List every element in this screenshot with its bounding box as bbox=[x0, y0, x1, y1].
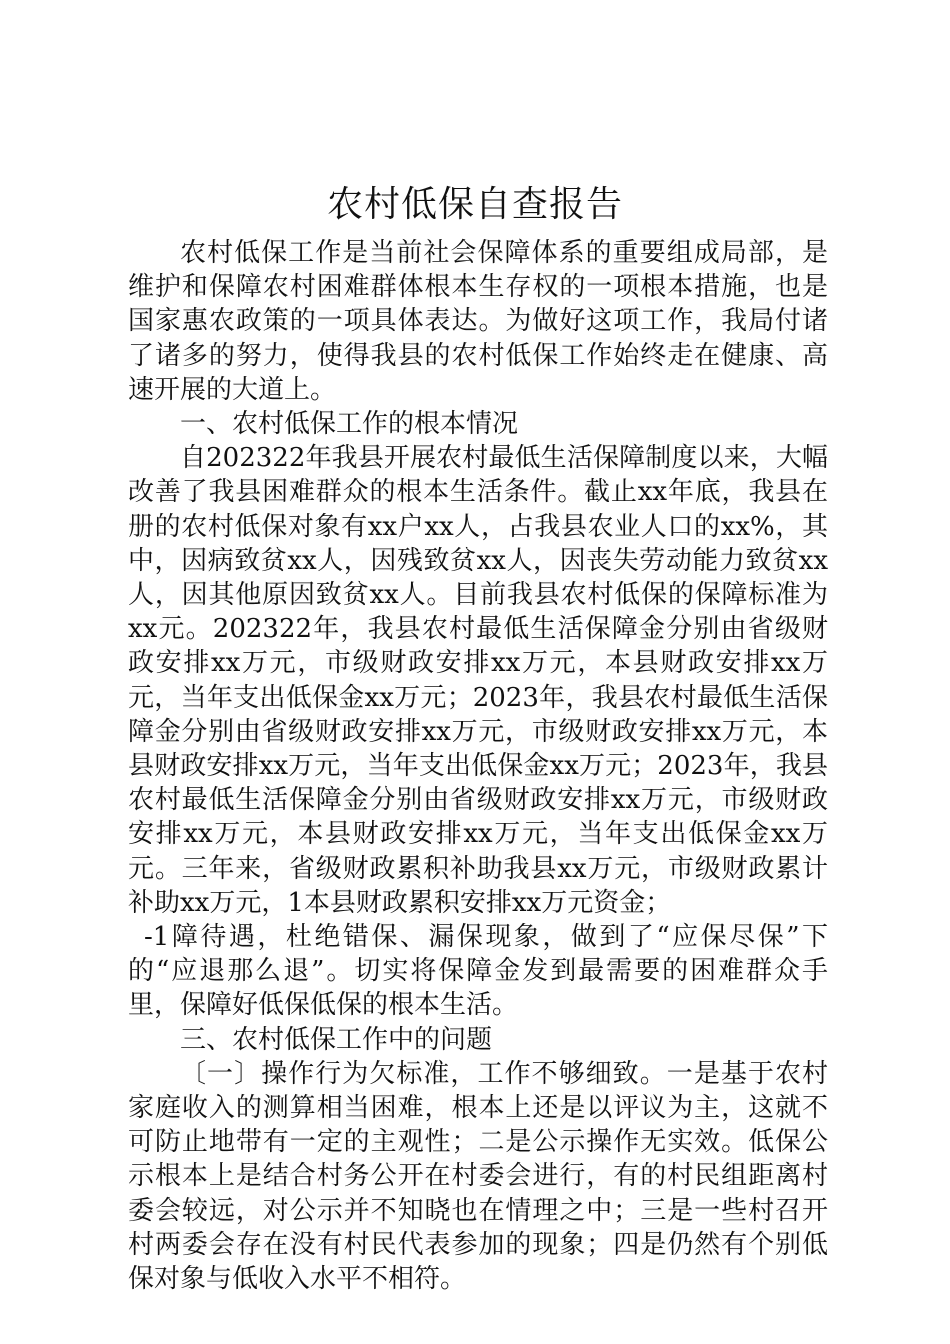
paragraph-basic-situation: 自202322年我县开展农村最低生活保障制度以来，大幅改善了我县困难群众的根本生活条件。截止xx年底，我县在册的农村低保对象有xx户xx人，占我县农业人口的xx%，其中，因病致贫xx人，因残致贫xx人，因丧失劳动能力致贫xx人，因其他原因致贫xx人。目前我县农村低保的保障标准为xx元。202322年，我县农村最低生活保障金分别由省级财政安排xx万元，市级财政安排xx万元，本县财政安排xx万元，当年支出低保金xx万元；2023年，我县农村最低生活保障金分别由省级财政安排xx万元，市级财政安排xx万元，本县财政安排xx万元，当年支出低保金xx万元；2023年，我县农村最低生活保障金分别由省级财政安排xx万元，市级财政安排xx万元，本县财政安排xx万元，当年支出低保金xx万元。三年来，省级财政累积补助我县xx万元，市级财政累计补助xx万元，1本县财政累积安排xx万元资金； bbox=[128, 443, 828, 918]
section-heading-1: 一、农村低保工作的根本情况 bbox=[180, 409, 519, 440]
paragraph-intro: 农村低保工作是当前社会保障体系的重要组成局部，是维护和保障农村困难群体根本生存权的一项根本措施，也是国家惠农政策的一项具体表达。为做好这项工作，我局付诸了诸多的努力，使得我县的农村低保工作始终走在健康、高速开展的大道上。 bbox=[128, 238, 828, 405]
section-heading-3: 三、农村低保工作中的问题 bbox=[180, 1024, 493, 1055]
paragraph-guarantee: -1障待遇，杜绝错保、漏保现象，做到了“应保尽保”下的“应退那么退”。切实将保障金发到最需要的困难群众手里，保障好低保低保的根本生活。 bbox=[128, 922, 828, 1021]
document-body bbox=[128, 236, 828, 1296]
document-title: 农村低保自查报告 bbox=[326, 184, 623, 225]
paragraph-problems-1: 〔一〕操作行为欠标准，工作不够细致。一是基于农村家庭收入的测算相当困难，根本上还是以评议为主，这就不可防止地带有一定的主观性；二是公示操作无实效。低保公示根本上是结合村务公开在村委会进行，有的村民组距离村委会较远，对公示并不知晓也在情理之中；三是一些村召开村两委会存在没有村民代表参加的现象；四是仍然有个别低保对象与低收入水平不相符。 bbox=[128, 1058, 828, 1295]
